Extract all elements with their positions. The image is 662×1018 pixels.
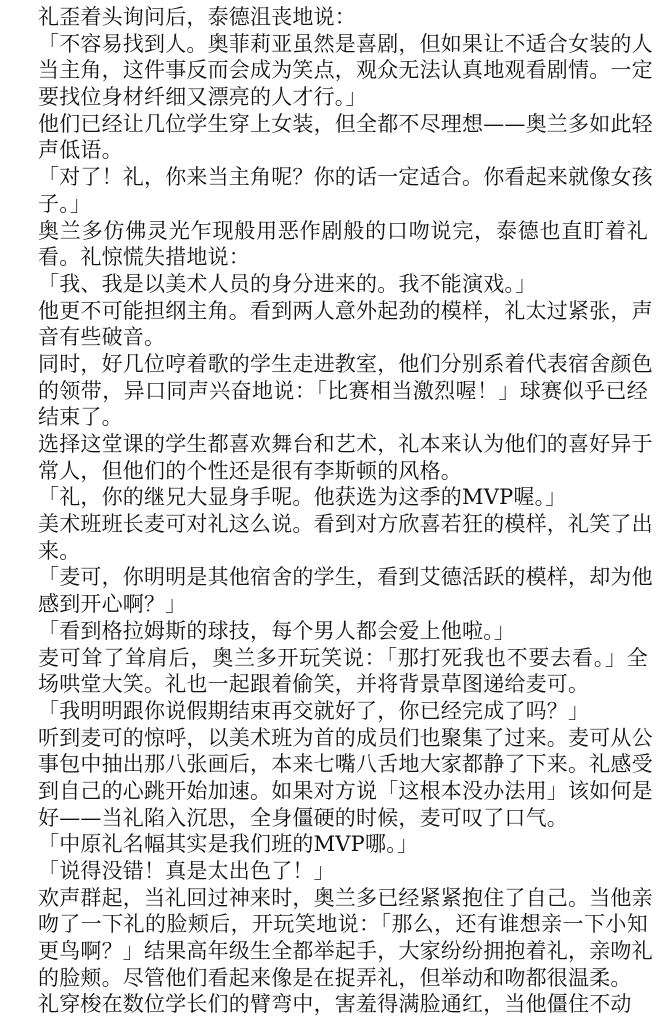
text-line: 结束了。: [38, 405, 123, 430]
text-line: 「麦可，你明明是其他宿舍的学生，看到艾德活跃的模样，却为他: [38, 565, 653, 590]
text-line: 奥兰多仿佛灵光乍现般用恶作剧般的口吻说完，泰德也直盯着礼: [38, 218, 648, 243]
text-line: 礼歪着头询问后，泰德沮丧地说：: [38, 5, 356, 29]
text-line: 「我明明跟你说假期结束再交就好了，你已经完成了吗？」: [38, 698, 590, 723]
text-line: 美术班班长麦可对礼这么说。看到对方欣喜若狂的模样，礼笑了出: [38, 512, 653, 537]
text-line: 看。礼惊慌失措地说：: [38, 245, 250, 270]
text-line: 子。」: [38, 191, 92, 216]
text-line: 「看到格拉姆斯的球技，每个男人都会爱上他啦。」: [38, 618, 516, 643]
text-line: 「中原礼名幅其实是我们班的MVP哪。」: [38, 832, 419, 857]
text-line: 好——当礼陷入沉思，全身僵硬的时候，麦可叹了口气。: [38, 805, 568, 830]
text-line: 选择这堂课的学生都喜欢舞台和艺术，礼本来认为他们的喜好异于: [38, 432, 653, 456]
text-line: 感到开心啊？」: [38, 592, 187, 617]
text-line: 音有些破音。: [38, 325, 166, 350]
text-line: 「我、我是以美术人员的身分进来的。我不能演戏。」: [38, 271, 537, 296]
text-line: 「不容易找到人。奥菲莉亚虽然是喜剧，但如果让不适合女装的人: [38, 31, 653, 56]
text-line: 欢声群起，当礼回过神来时，奥兰多已经紧紧抱住了自己。当他亲: [38, 885, 653, 910]
text-line: 更鸟啊？」结果高年级生全都举起手，大家纷纷拥抱着礼，亲吻礼: [38, 939, 653, 964]
text-line: 的脸颊。尽管他们看起来像是在捉弄礼，但举动和吻都很温柔。: [38, 965, 632, 990]
text-line: 他更不可能担纲主角。看到两人意外起劲的模样，礼太过紧张，声: [38, 298, 653, 323]
text-line: 听到麦可的惊呼，以美术班为首的成员们也聚集了过来。麦可从公: [38, 725, 653, 750]
text-line: 事包中抽出那八张画后，本来七嘴八舌地大家都静了下来。礼感受: [38, 752, 653, 777]
text-line: 吻了一下礼的脸颊后，开玩笑地说：「那么，还有谁想亲一下小知: [38, 912, 648, 937]
text-line: 同时，好几位哼着歌的学生走进教室，他们分别系着代表宿舍颜色: [38, 351, 653, 376]
text-line: 「说得没错！真是太出色了！」: [38, 859, 335, 883]
text-line: 「对了！礼，你来当主角呢？你的话一定适合。你看起来就像女孩: [38, 165, 653, 190]
text-line: 声低语。: [38, 138, 123, 163]
text-line: 麦可耸了耸肩后，奥兰多开玩笑说：「那打死我也不要去看。」全: [38, 645, 648, 670]
text-line: 他们已经让几位学生穿上女装，但全都不尽理想——奥兰多如此轻: [38, 111, 653, 136]
text-line: 当主角，这件事反而会成为笑点，观众无法认真地观看剧情。一定: [38, 58, 653, 83]
text-line: 常人，但他们的个性还是很有李斯顿的风格。: [38, 458, 462, 483]
text-line: 要找位身材纤细又漂亮的人才行。」: [38, 85, 367, 110]
text-line: 礼穿梭在数位学长们的臂弯中，害羞得满脸通红，当他僵住不动: [38, 992, 632, 1017]
text-line: 「礼，你的继兄大显身手呢。他获选为这季的MVP喔。」: [38, 485, 567, 510]
text-line: 来。: [38, 538, 81, 563]
text-line: 场哄堂大笑。礼也一起跟着偷笑，并将背景草图递给麦可。: [38, 672, 590, 697]
text-line: 到自己的心跳开始加速。如果对方说「这根本没办法用」该如何是: [38, 778, 653, 803]
text-line: 的领带，异口同声兴奋地说：「比赛相当激烈喔！」球赛似乎已经: [38, 378, 648, 403]
